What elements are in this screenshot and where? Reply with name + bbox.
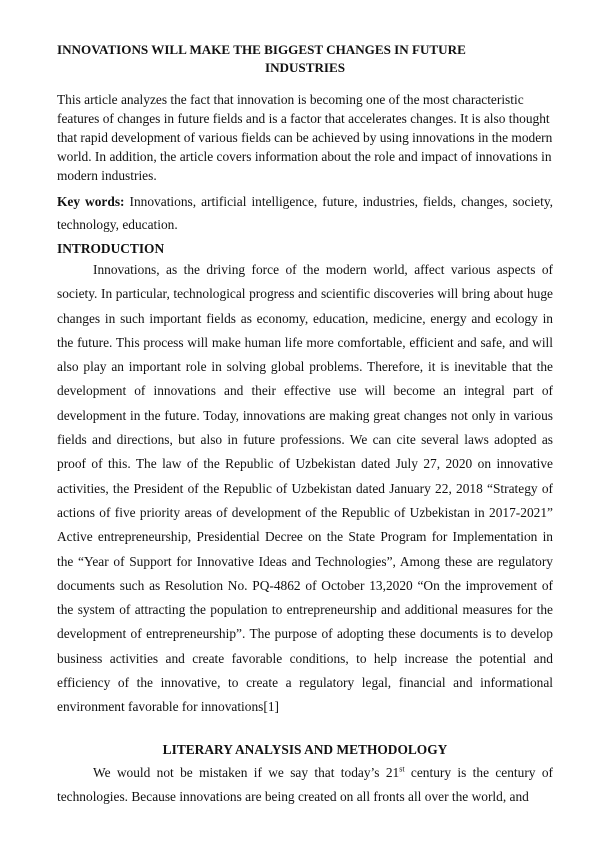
literary-heading: LITERARY ANALYSIS AND METHODOLOGY	[162, 742, 448, 757]
ordinal-superscript: st	[399, 764, 405, 774]
literary-text-start: We would not be mistaken if we say that today’s 21	[93, 765, 400, 780]
introduction-heading: INTRODUCTION	[57, 241, 165, 256]
literary-paragraph	[57, 761, 553, 810]
keywords	[57, 190, 553, 236]
title-line-1: INNOVATIONS WILL MAKE THE BIGGEST CHANGES IN FUTURE	[57, 42, 466, 57]
abstract: This article analyzes the fact that innovation is becoming one of the most characteristic features of changes in future fields and is a factor that accelerates changes. It is also thought that rapid development of various fields can be achieved by using innovations in the modern world. In addition, the article covers information about the role and impact of innovations in modern industries.	[57, 92, 553, 183]
introduction-paragraph: Innovations, as the driving force of the modern world, affect various aspects of society. In particular, technological progress and scientific discoveries will bring about huge changes in such important fields as economy, education, medicine, energy and ecology in the future. This process will make human life more comfortable, efficient and safe, and will also play an important role in solving global problems. Therefore, it is inevitable that the development of innovations and their effective use will become an integral part of development in the future. Today, innovations are making great changes not only in various fields and directions, but also in future professions. We can cite several laws adopted as proof of this. The law of the Republic of Uzbekistan dated July 27, 2020 on innovative activities, the President of the Republic of Uzbekistan dated January 22, 2018 “Strategy of actions of five priority areas of development of the Republic of Uzbekistan in 2017-2021” Active entrepreneurship, Presidential Decree on the State Program for Implementation in the “Year of Support for Innovative Ideas and Technologies”, Among these are regulatory documents such as Resolution No. PQ-4862 of October 13,2020 “On the improvement of the system of attracting the population to entrepreneurship and additional measures for the development of entrepreneurship”. The purpose of adopting these documents is to develop business activities and create favorable conditions, to help increase the potential and efficiency of the innovative, to create a regulatory legal, financial and informational environment favorable for innovations[1]	[57, 262, 553, 715]
title-line-2: INDUSTRIES	[264, 60, 346, 75]
literary-text-end: century is the century of technologies. Because innovations are being created on all fronts all over the world, and	[57, 765, 553, 805]
paper-title	[57, 41, 553, 77]
keywords-label: Key words:	[57, 194, 125, 209]
keywords-text: Innovations, artificial intelligence, future, industries, fields, changes, society, technology, education.	[57, 194, 553, 232]
